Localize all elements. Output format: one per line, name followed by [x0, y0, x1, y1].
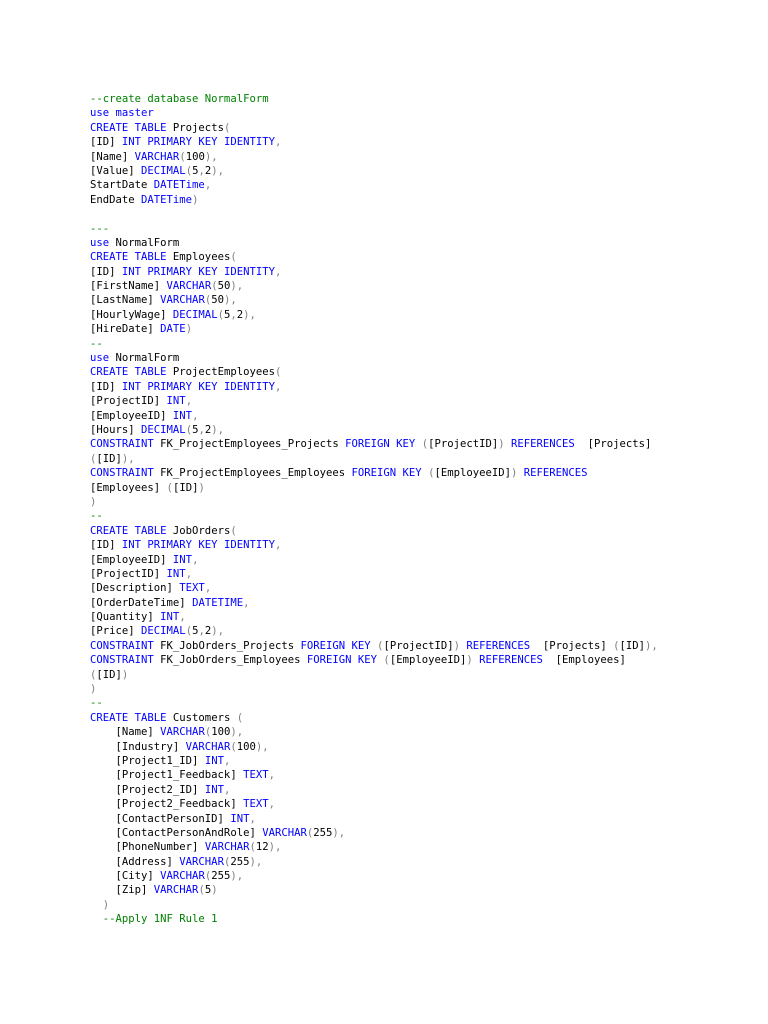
sql-keyword: CREATE TABLE [90, 711, 173, 724]
sql-identifier: [ID] [90, 380, 122, 393]
code-line [90, 840, 730, 854]
sql-identifier: 5 [223, 308, 231, 321]
sql-identifier: [Project2_ID] [90, 783, 205, 796]
sql-identifier: JobOrders [172, 524, 231, 537]
sql-punctuation: , [223, 783, 231, 796]
sql-keyword: INT [204, 783, 224, 796]
sql-keyword: VARCHAR [185, 740, 231, 753]
sql-punctuation: ), [243, 308, 256, 321]
sql-keyword: CREATE TABLE [90, 121, 173, 134]
sql-keyword: REFERENCES [511, 438, 582, 451]
sql-punctuation: , [192, 553, 199, 566]
sql-identifier: [ID] [90, 136, 122, 149]
sql-keyword: REFERENCES [466, 639, 537, 652]
sql-punctuation: ), [230, 726, 244, 739]
sql-identifier: [Zip] [90, 884, 154, 897]
sql-punctuation: ( [249, 841, 256, 854]
sql-identifier: 100 [236, 740, 256, 753]
sql-punctuation: ( [428, 467, 435, 480]
sql-punctuation: ) [511, 467, 524, 480]
code-line [90, 509, 730, 523]
sql-punctuation: ( [90, 668, 97, 681]
sql-identifier: 12 [255, 841, 269, 854]
code-line [90, 898, 730, 912]
code-line [90, 437, 730, 451]
sql-punctuation: ), [211, 164, 225, 177]
sql-identifier: EndDate [90, 193, 142, 206]
sql-identifier: Projects [172, 121, 224, 134]
sql-keyword: CONSTRAINT [90, 438, 161, 451]
sql-punctuation: , [179, 611, 186, 624]
sql-punctuation: , [192, 409, 199, 422]
code-line [90, 222, 730, 236]
code-line [90, 740, 730, 754]
code-line [90, 768, 730, 782]
code-line [90, 639, 730, 653]
sql-punctuation: , [185, 567, 193, 580]
sql-identifier: [Name] [90, 150, 135, 163]
code-line [90, 250, 730, 264]
code-line [90, 624, 730, 638]
sql-code-document [90, 92, 730, 927]
sql-punctuation: , [249, 812, 256, 825]
sql-identifier: [ProjectID] [90, 395, 167, 408]
sql-identifier: [EmployeeID] [389, 654, 467, 667]
sql-identifier: StartDate [90, 179, 154, 192]
sql-identifier: [LastName] [90, 294, 161, 307]
code-line [90, 106, 730, 120]
sql-punctuation: ( [223, 121, 231, 134]
sql-identifier: [Project1_Feedback] [90, 769, 244, 782]
sql-keyword: DECIMAL [141, 625, 186, 638]
sql-punctuation: , [268, 798, 275, 811]
code-line [90, 481, 730, 495]
sql-keyword: INT PRIMARY KEY IDENTITY [121, 380, 275, 393]
sql-punctuation: ), [255, 740, 269, 753]
sql-keyword: DATE [160, 323, 186, 336]
sql-punctuation: , [230, 308, 237, 321]
code-line [90, 538, 730, 552]
sql-identifier: [ProjectID] [383, 639, 454, 652]
sql-identifier: [EmployeeID] [90, 553, 173, 566]
sql-keyword: CREATE TABLE [90, 524, 173, 537]
code-line [90, 653, 730, 667]
sql-punctuation: , [198, 164, 205, 177]
code-line [90, 236, 730, 250]
sql-punctuation: , [274, 380, 282, 393]
sql-identifier: 5 [192, 423, 199, 436]
code-line [90, 754, 730, 768]
sql-keyword: REFERENCES [523, 467, 588, 480]
sql-punctuation: ) [90, 683, 97, 696]
code-line [90, 711, 730, 725]
sql-punctuation: ) [211, 884, 218, 897]
sql-identifier: [Address] [90, 855, 180, 868]
sql-keyword: TEXT [243, 769, 269, 782]
sql-punctuation: ), [230, 280, 244, 293]
sql-keyword: CONSTRAINT [90, 467, 161, 480]
sql-punctuation: ( [613, 639, 620, 652]
sql-keyword: REFERENCES [479, 654, 550, 667]
sql-identifier: [Name] [90, 726, 161, 739]
sql-keyword: INT PRIMARY KEY IDENTITY [121, 539, 275, 552]
sql-identifier: [Hours] [90, 423, 142, 436]
code-line [90, 322, 730, 336]
sql-comment: --- [90, 222, 110, 235]
sql-punctuation: , [198, 423, 205, 436]
code-line [90, 883, 730, 897]
sql-identifier: 5 [192, 625, 199, 638]
sql-punctuation: ) [466, 654, 480, 667]
sql-keyword: VARCHAR [179, 855, 224, 868]
sql-punctuation: ) [121, 668, 129, 681]
sql-identifier: 2 [204, 423, 212, 436]
code-line [90, 524, 730, 538]
sql-punctuation: ( [204, 294, 212, 307]
sql-keyword: use [90, 352, 116, 365]
sql-punctuation: ), [211, 423, 225, 436]
sql-comment: -- [90, 337, 103, 350]
code-line [90, 265, 730, 279]
sql-identifier: ProjectEmployees [172, 366, 275, 379]
sql-punctuation: ), [211, 625, 225, 638]
sql-punctuation: ), [230, 870, 244, 883]
code-line [90, 135, 730, 149]
sql-identifier: NormalForm [115, 236, 180, 249]
code-line [90, 423, 730, 437]
sql-identifier: [ID] [96, 452, 122, 465]
sql-punctuation: ( [204, 726, 212, 739]
sql-identifier: [Price] [90, 625, 142, 638]
code-line [90, 912, 730, 926]
sql-comment: -- [90, 510, 103, 523]
sql-punctuation: ( [377, 639, 384, 652]
code-line [90, 466, 730, 480]
sql-keyword: FOREIGN KEY [300, 639, 378, 652]
sql-punctuation: , [274, 539, 282, 552]
code-line [90, 365, 730, 379]
sql-punctuation: ( [223, 855, 231, 868]
sql-identifier: Employees [172, 251, 231, 264]
sql-keyword: VARCHAR [160, 294, 205, 307]
sql-punctuation: ( [185, 423, 193, 436]
sql-punctuation: , [223, 754, 231, 767]
sql-keyword: CREATE TABLE [90, 366, 173, 379]
sql-identifier: 50 [217, 280, 231, 293]
sql-keyword: TEXT [243, 798, 269, 811]
sql-identifier: 255 [313, 826, 333, 839]
sql-punctuation: , [198, 625, 205, 638]
code-line [90, 596, 730, 610]
sql-keyword: FOREIGN KEY [306, 654, 384, 667]
sql-identifier: [Projects] [536, 639, 614, 652]
sql-punctuation: ( [204, 870, 212, 883]
sql-punctuation: ) [198, 481, 205, 494]
sql-keyword: use master [90, 107, 154, 120]
sql-identifier: [OrderDateTime] [90, 596, 193, 609]
code-line [90, 351, 730, 365]
sql-identifier: [EmployeeID] [90, 409, 173, 422]
code-line [90, 783, 730, 797]
sql-keyword: VARCHAR [262, 826, 307, 839]
code-line [90, 696, 730, 710]
code-line [90, 308, 730, 322]
sql-punctuation: ) [90, 898, 110, 911]
sql-identifier: [Projects] [581, 438, 652, 451]
sql-punctuation: ( [236, 711, 244, 724]
sql-punctuation: ( [421, 438, 429, 451]
sql-punctuation: ( [179, 150, 186, 163]
sql-punctuation: ), [204, 150, 218, 163]
sql-identifier: 255 [211, 870, 231, 883]
sql-punctuation: ( [185, 625, 193, 638]
sql-punctuation: ( [211, 280, 218, 293]
sql-identifier: [Quantity] [90, 611, 161, 624]
sql-keyword: CONSTRAINT [90, 639, 161, 652]
sql-keyword: FOREIGN KEY [351, 467, 429, 480]
sql-identifier: [PhoneNumber] [90, 841, 205, 854]
sql-punctuation: , [185, 395, 193, 408]
sql-keyword: INT [230, 812, 250, 825]
sql-identifier: Customers [172, 711, 237, 724]
sql-punctuation: ) [90, 495, 97, 508]
sql-identifier: [ID] [96, 668, 122, 681]
sql-identifier: [HireDate] [90, 323, 161, 336]
code-line [90, 725, 730, 739]
sql-identifier: 5 [204, 884, 212, 897]
sql-keyword: INT [204, 754, 224, 767]
sql-punctuation: ), [249, 855, 263, 868]
sql-identifier: [ID] [172, 481, 199, 494]
code-line [90, 826, 730, 840]
code-line [90, 409, 730, 423]
code-line [90, 150, 730, 164]
sql-keyword: INT PRIMARY KEY IDENTITY [121, 136, 275, 149]
code-line [90, 279, 730, 293]
sql-punctuation: ), [121, 452, 135, 465]
code-line [90, 92, 730, 106]
code-line [90, 193, 730, 207]
sql-identifier: 2 [204, 164, 212, 177]
sql-identifier: [Employees] [90, 481, 167, 494]
code-line [90, 581, 730, 595]
sql-punctuation: ) [498, 438, 512, 451]
code-line [90, 394, 730, 408]
sql-punctuation: ( [383, 654, 390, 667]
code-line [90, 178, 730, 192]
sql-keyword: DATETIME [192, 596, 244, 609]
sql-keyword: DATETime [141, 193, 193, 206]
sql-keyword: VARCHAR [160, 870, 205, 883]
sql-keyword: VARCHAR [153, 884, 199, 897]
sql-punctuation: ( [90, 452, 97, 465]
sql-identifier: [Project1_ID] [90, 754, 205, 767]
sql-identifier: [ID] [90, 265, 122, 278]
sql-keyword: FOREIGN KEY [345, 438, 422, 451]
sql-identifier: [ID] [90, 539, 122, 552]
code-line [90, 207, 730, 221]
sql-identifier: 2 [204, 625, 212, 638]
code-line [90, 495, 730, 509]
sql-punctuation: , [204, 582, 212, 595]
sql-identifier: [Description] [90, 582, 180, 595]
sql-keyword: INT [160, 611, 180, 624]
code-line [90, 610, 730, 624]
sql-keyword: DECIMAL [141, 423, 186, 436]
code-line [90, 293, 730, 307]
sql-punctuation: ), [223, 294, 237, 307]
sql-identifier: [Project2_Feedback] [90, 798, 244, 811]
sql-identifier: [Value] [90, 164, 142, 177]
sql-punctuation: ) [192, 193, 199, 206]
sql-punctuation: ) [185, 323, 193, 336]
code-line [90, 164, 730, 178]
sql-punctuation: ( [185, 164, 193, 177]
sql-keyword: VARCHAR [160, 726, 205, 739]
sql-identifier: [Industry] [90, 740, 186, 753]
sql-punctuation: , [268, 769, 275, 782]
sql-punctuation: ( [230, 251, 237, 264]
sql-identifier: NormalForm [115, 352, 180, 365]
sql-identifier: [EmployeeID] [434, 467, 511, 480]
sql-comment: --Apply 1NF Rule 1 [90, 913, 218, 926]
sql-punctuation: ) [453, 639, 467, 652]
sql-identifier: [ContactPersonID] [90, 812, 231, 825]
sql-comment: --create database NormalForm [90, 93, 269, 105]
sql-keyword: INT [172, 409, 193, 422]
sql-punctuation: , [243, 596, 250, 609]
sql-punctuation: ( [306, 826, 314, 839]
sql-identifier: [ProjectID] [90, 567, 167, 580]
sql-keyword: INT PRIMARY KEY IDENTITY [121, 265, 275, 278]
code-line [90, 567, 730, 581]
sql-keyword: INT [172, 553, 193, 566]
sql-identifier: 2 [236, 308, 244, 321]
code-line [90, 797, 730, 811]
code-line [90, 682, 730, 696]
code-line [90, 553, 730, 567]
sql-identifier: [ProjectID] [428, 438, 499, 451]
sql-identifier: FK_ProjectEmployees_Employees [160, 467, 352, 480]
sql-identifier: 100 [211, 726, 231, 739]
sql-keyword: INT [166, 567, 186, 580]
code-line [90, 121, 730, 135]
sql-identifier: [ContactPersonAndRole] [90, 826, 263, 839]
code-line [90, 668, 730, 682]
sql-keyword: INT [166, 395, 186, 408]
sql-identifier: FK_ProjectEmployees_Projects [160, 438, 346, 451]
code-line [90, 380, 730, 394]
sql-identifier: 100 [185, 150, 205, 163]
sql-punctuation: ( [198, 884, 205, 897]
sql-keyword: CREATE TABLE [90, 251, 173, 264]
code-line [90, 812, 730, 826]
sql-identifier: [City] [90, 870, 161, 883]
sql-identifier: 5 [192, 164, 199, 177]
sql-punctuation: , [204, 179, 212, 192]
sql-identifier: [HourlyWage] [90, 308, 173, 321]
code-line [90, 452, 730, 466]
sql-keyword: VARCHAR [204, 841, 250, 854]
sql-punctuation: , [274, 136, 282, 149]
sql-identifier: FK_JobOrders_Employees [160, 654, 307, 667]
sql-keyword: VARCHAR [166, 280, 212, 293]
sql-keyword: DATETime [153, 179, 205, 192]
sql-identifier: [ID] [619, 639, 645, 652]
sql-keyword: DECIMAL [141, 164, 186, 177]
sql-keyword: TEXT [179, 582, 205, 595]
sql-punctuation: ( [230, 740, 237, 753]
sql-keyword: VARCHAR [134, 150, 180, 163]
sql-keyword: DECIMAL [172, 308, 218, 321]
sql-punctuation: ), [332, 826, 346, 839]
sql-keyword: use [90, 236, 116, 249]
sql-punctuation: ( [217, 308, 224, 321]
sql-punctuation: , [274, 265, 282, 278]
sql-punctuation: ( [230, 524, 237, 537]
sql-punctuation: ), [645, 639, 658, 652]
sql-punctuation: ( [166, 481, 173, 494]
code-line [90, 869, 730, 883]
code-line [90, 337, 730, 351]
sql-punctuation: ( [274, 366, 282, 379]
sql-identifier: FK_JobOrders_Projects [160, 639, 301, 652]
sql-identifier: 255 [230, 855, 250, 868]
sql-identifier: 50 [211, 294, 224, 307]
sql-identifier: [Employees] [549, 654, 626, 667]
code-line [90, 855, 730, 869]
sql-keyword: CONSTRAINT [90, 654, 161, 667]
sql-identifier: [FirstName] [90, 280, 167, 293]
sql-comment: -- [90, 697, 103, 710]
sql-punctuation: ), [268, 841, 282, 854]
